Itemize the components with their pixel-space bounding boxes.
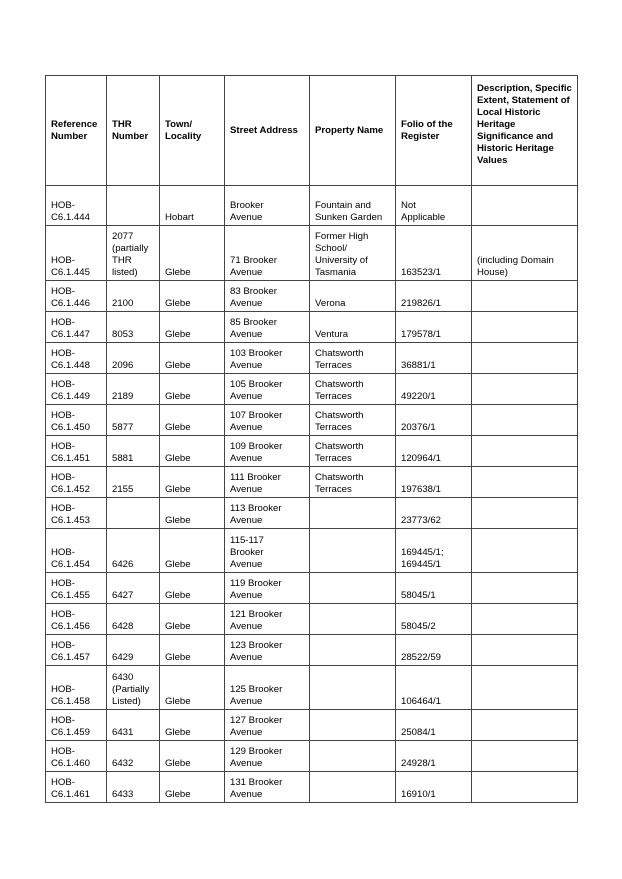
cell-reference-number: HOB- C6.1.448 [46,343,107,374]
cell-reference-number: HOB- C6.1.450 [46,405,107,436]
cell-reference-number: HOB- C6.1.449 [46,374,107,405]
cell-street-address: 131 Brooker Avenue [225,772,310,803]
cell-folio: 49220/1 [396,374,472,405]
cell-town-locality: Glebe [160,604,225,635]
cell-folio: 163523/1 [396,226,472,281]
cell-town-locality: Hobart [160,186,225,226]
cell-property-name: Ventura [310,312,396,343]
cell-reference-number: HOB- C6.1.445 [46,226,107,281]
cell-street-address: 127 Brooker Avenue [225,710,310,741]
table-row [46,498,578,529]
table-row [46,281,578,312]
cell-folio: 16910/1 [396,772,472,803]
heritage-register-table [45,75,578,803]
cell-property-name: Chatsworth Terraces [310,343,396,374]
cell-folio: 58045/2 [396,604,472,635]
table-body [46,186,578,803]
cell-property-name: Verona [310,281,396,312]
cell-folio: 120964/1 [396,436,472,467]
cell-description [472,343,578,374]
cell-town-locality: Glebe [160,467,225,498]
cell-folio: 179578/1 [396,312,472,343]
cell-town-locality: Glebe [160,741,225,772]
cell-reference-number: HOB- C6.1.461 [46,772,107,803]
cell-reference-number: HOB- C6.1.444 [46,186,107,226]
cell-description [472,635,578,666]
cell-street-address: Brooker Avenue [225,186,310,226]
cell-street-address: 71 Brooker Avenue [225,226,310,281]
cell-thr-number: 6431 [107,710,160,741]
cell-property-name [310,666,396,710]
cell-description [472,604,578,635]
cell-street-address: 119 Brooker Avenue [225,573,310,604]
cell-property-name: Chatsworth Terraces [310,374,396,405]
cell-town-locality: Glebe [160,498,225,529]
table-row [46,436,578,467]
cell-description [472,312,578,343]
cell-town-locality: Glebe [160,374,225,405]
cell-folio: 23773/62 [396,498,472,529]
cell-property-name [310,604,396,635]
header-description: Description, Specific Extent, Statement of Local Historic Heritage Significance and Historic Heritage Values [472,76,578,186]
table-row [46,186,578,226]
cell-property-name: Chatsworth Terraces [310,436,396,467]
cell-description [472,772,578,803]
cell-thr-number: 6426 [107,529,160,573]
header-property-name: Property Name [310,76,396,186]
cell-thr-number: 2077 (partially THR listed) [107,226,160,281]
cell-folio: 169445/1; 169445/1 [396,529,472,573]
cell-town-locality: Glebe [160,312,225,343]
cell-thr-number: 6430 (Partially Listed) [107,666,160,710]
table-row [46,772,578,803]
cell-reference-number: HOB- C6.1.452 [46,467,107,498]
cell-street-address: 105 Brooker Avenue [225,374,310,405]
cell-thr-number: 6429 [107,635,160,666]
table-row [46,635,578,666]
table-row [46,312,578,343]
cell-property-name [310,772,396,803]
cell-thr-number: 6428 [107,604,160,635]
cell-reference-number: HOB- C6.1.447 [46,312,107,343]
header-thr-number: THR Number [107,76,160,186]
cell-town-locality: Glebe [160,635,225,666]
cell-folio: 24928/1 [396,741,472,772]
cell-folio: 197638/1 [396,467,472,498]
cell-folio: 219826/1 [396,281,472,312]
cell-description [472,186,578,226]
cell-property-name: Fountain and Sunken Garden [310,186,396,226]
cell-folio: Not Applicable [396,186,472,226]
cell-folio: 58045/1 [396,573,472,604]
cell-reference-number: HOB- C6.1.460 [46,741,107,772]
header-town-locality: Town/ Locality [160,76,225,186]
header-row [46,76,578,186]
cell-thr-number: 5877 [107,405,160,436]
cell-town-locality: Glebe [160,436,225,467]
cell-description [472,405,578,436]
table-row [46,573,578,604]
header-street-address: Street Address [225,76,310,186]
cell-description [472,436,578,467]
table-row [46,467,578,498]
cell-reference-number: HOB- C6.1.459 [46,710,107,741]
cell-town-locality: Glebe [160,529,225,573]
cell-street-address: 85 Brooker Avenue [225,312,310,343]
cell-thr-number [107,498,160,529]
cell-description [472,374,578,405]
cell-property-name: Chatsworth Terraces [310,467,396,498]
cell-folio: 20376/1 [396,405,472,436]
table-row [46,710,578,741]
cell-description [472,467,578,498]
cell-description: (including Domain House) [472,226,578,281]
cell-property-name [310,741,396,772]
cell-thr-number: 2155 [107,467,160,498]
cell-property-name: Chatsworth Terraces [310,405,396,436]
header-reference-number: Reference Number [46,76,107,186]
table-row [46,405,578,436]
cell-reference-number: HOB- C6.1.454 [46,529,107,573]
cell-folio: 106464/1 [396,666,472,710]
table-row [46,741,578,772]
cell-thr-number: 2096 [107,343,160,374]
cell-street-address: 109 Brooker Avenue [225,436,310,467]
cell-description [472,573,578,604]
cell-thr-number: 5881 [107,436,160,467]
cell-property-name [310,498,396,529]
cell-description [472,529,578,573]
cell-street-address: 115-117 Brooker Avenue [225,529,310,573]
table-row [46,529,578,573]
table-row [46,604,578,635]
table-row [46,374,578,405]
cell-street-address: 123 Brooker Avenue [225,635,310,666]
table-row [46,226,578,281]
cell-reference-number: HOB- C6.1.453 [46,498,107,529]
cell-town-locality: Glebe [160,666,225,710]
cell-property-name [310,710,396,741]
cell-street-address: 83 Brooker Avenue [225,281,310,312]
cell-property-name [310,573,396,604]
cell-property-name: Former High School/ University of Tasmania [310,226,396,281]
cell-town-locality: Glebe [160,405,225,436]
cell-description [472,498,578,529]
cell-thr-number [107,186,160,226]
cell-thr-number: 8053 [107,312,160,343]
cell-street-address: 103 Brooker Avenue [225,343,310,374]
cell-reference-number: HOB- C6.1.446 [46,281,107,312]
cell-reference-number: HOB- C6.1.455 [46,573,107,604]
cell-folio: 28522/59 [396,635,472,666]
cell-street-address: 113 Brooker Avenue [225,498,310,529]
cell-thr-number: 6427 [107,573,160,604]
cell-street-address: 111 Brooker Avenue [225,467,310,498]
cell-property-name [310,635,396,666]
cell-thr-number: 2100 [107,281,160,312]
cell-town-locality: Glebe [160,281,225,312]
table-row [46,343,578,374]
cell-town-locality: Glebe [160,343,225,374]
cell-reference-number: HOB- C6.1.457 [46,635,107,666]
cell-reference-number: HOB- C6.1.458 [46,666,107,710]
cell-reference-number: HOB- C6.1.451 [46,436,107,467]
cell-description [472,741,578,772]
cell-town-locality: Glebe [160,226,225,281]
cell-street-address: 121 Brooker Avenue [225,604,310,635]
header-folio: Folio of the Register [396,76,472,186]
cell-folio: 25084/1 [396,710,472,741]
cell-town-locality: Glebe [160,710,225,741]
cell-street-address: 125 Brooker Avenue [225,666,310,710]
cell-thr-number: 2189 [107,374,160,405]
cell-description [472,710,578,741]
cell-town-locality: Glebe [160,772,225,803]
cell-thr-number: 6433 [107,772,160,803]
cell-property-name [310,529,396,573]
table-row [46,666,578,710]
cell-street-address: 129 Brooker Avenue [225,741,310,772]
cell-town-locality: Glebe [160,573,225,604]
cell-thr-number: 6432 [107,741,160,772]
cell-description [472,281,578,312]
cell-street-address: 107 Brooker Avenue [225,405,310,436]
cell-reference-number: HOB- C6.1.456 [46,604,107,635]
cell-folio: 36881/1 [396,343,472,374]
cell-description [472,666,578,710]
